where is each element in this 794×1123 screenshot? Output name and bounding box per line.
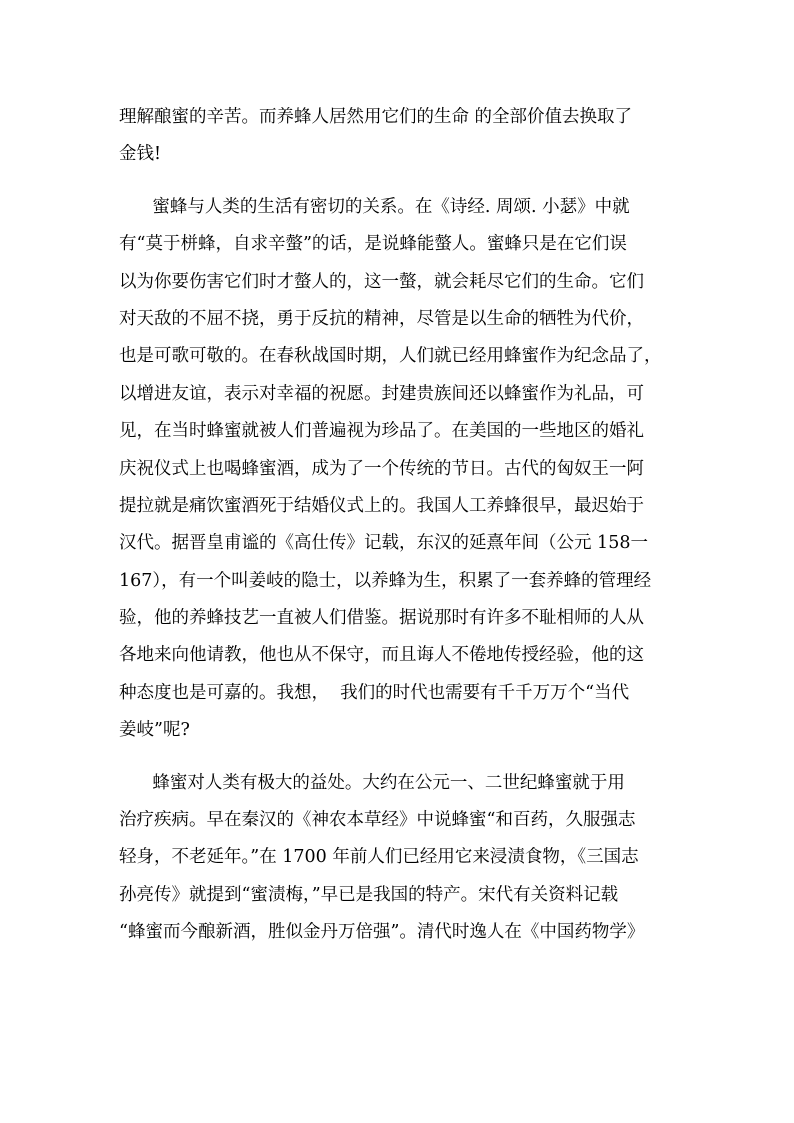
text-line: 理解酿蜜的辛苦。而养蜂人居然用它们的生命 的全部价值去换取了 xyxy=(119,107,633,127)
paragraph-gap xyxy=(119,174,691,189)
text-line: 姜岐”呢? xyxy=(119,720,190,741)
text-line: 以为你要伤害它们时才螫人的，这一螫，就会耗尽它们的生命。它们 xyxy=(119,271,644,292)
text-line: 对天敌的不屈不挠，勇于反抗的精神，尽管是以生命的牺牲为代价， xyxy=(119,308,644,329)
text-line: 汉代。据晋皇甫谧的《高仕传》记载，东汉的延熹年间（公元 158一 xyxy=(119,533,648,554)
text-line: 提拉就是痛饮蜜酒死于结婚仪式上的。我国人工养蜂很早，最迟始于 xyxy=(119,495,644,516)
text-line: 金钱! xyxy=(119,144,162,165)
text-line: 也是可歌可敬的。在春秋战国时期，人们就已经用蜂蜜作为纪念品了， xyxy=(119,346,662,367)
text-line: 种态度也是可嘉的。我想， 我们的时代也需要有千千万万个“当代 xyxy=(119,682,630,703)
text-line: 蜜蜂与人类的生活有密切的关系。在《诗经. 周颂. 小瑟》中就 xyxy=(119,196,630,217)
text-line: 有“莫于栟蜂，自求辛螫”的话，是说蜂能螫人。蜜蜂只是在它们误 xyxy=(119,234,627,255)
text-line: 见，在当时蜂蜜就被人们普遍视为珍品了。在美国的一些地区的婚礼 xyxy=(119,421,644,442)
text-line: 庆祝仪式上也喝蜂蜜酒，成为了一个传统的节日。古代的匈奴王一阿 xyxy=(119,458,644,479)
paragraph-honey-benefits xyxy=(119,765,691,952)
text-line: 蜂蜜对人类有极大的益处。大约在公元一、二世纪蜂蜜就于用 xyxy=(119,772,625,793)
paragraph-gap xyxy=(119,750,691,765)
text-line: 轻身，不老延年。”在 1700 年前人们已经用它来浸渍食物，《三国志 xyxy=(119,847,639,868)
text-line: 治疗疾病。早在秦汉的《神农本草经》中说蜂蜜“和百药，久服强志 xyxy=(119,810,636,831)
text-line: 孙亮传》就提到“蜜渍梅，”早已是我国的特产。宋代有关资料记载 xyxy=(119,884,619,905)
paragraph-continuation xyxy=(119,99,691,174)
text-line: 以增进友谊，表示对幸福的祝愿。封建贵族间还以蜂蜜作为礼品，可 xyxy=(119,383,644,404)
paragraph-bees-and-humans xyxy=(119,189,691,750)
text-line: 167），有一个叫姜岐的隐士，以养蜂为生，积累了一套养蜂的管理经 xyxy=(119,570,652,591)
document-body xyxy=(119,99,691,952)
text-line: 验，他的养蜂技艺一直被人们借鉴。据说那时有许多不耻相师的人从 xyxy=(119,608,644,629)
text-line: “蜂蜜而今酿新酒，胜似金丹万倍强”。清代时逸人在《中国药物学》 xyxy=(119,922,645,943)
text-line: 各地来向他请教，他也从不保守，而且诲人不倦地传授经验，他的这 xyxy=(119,645,644,666)
